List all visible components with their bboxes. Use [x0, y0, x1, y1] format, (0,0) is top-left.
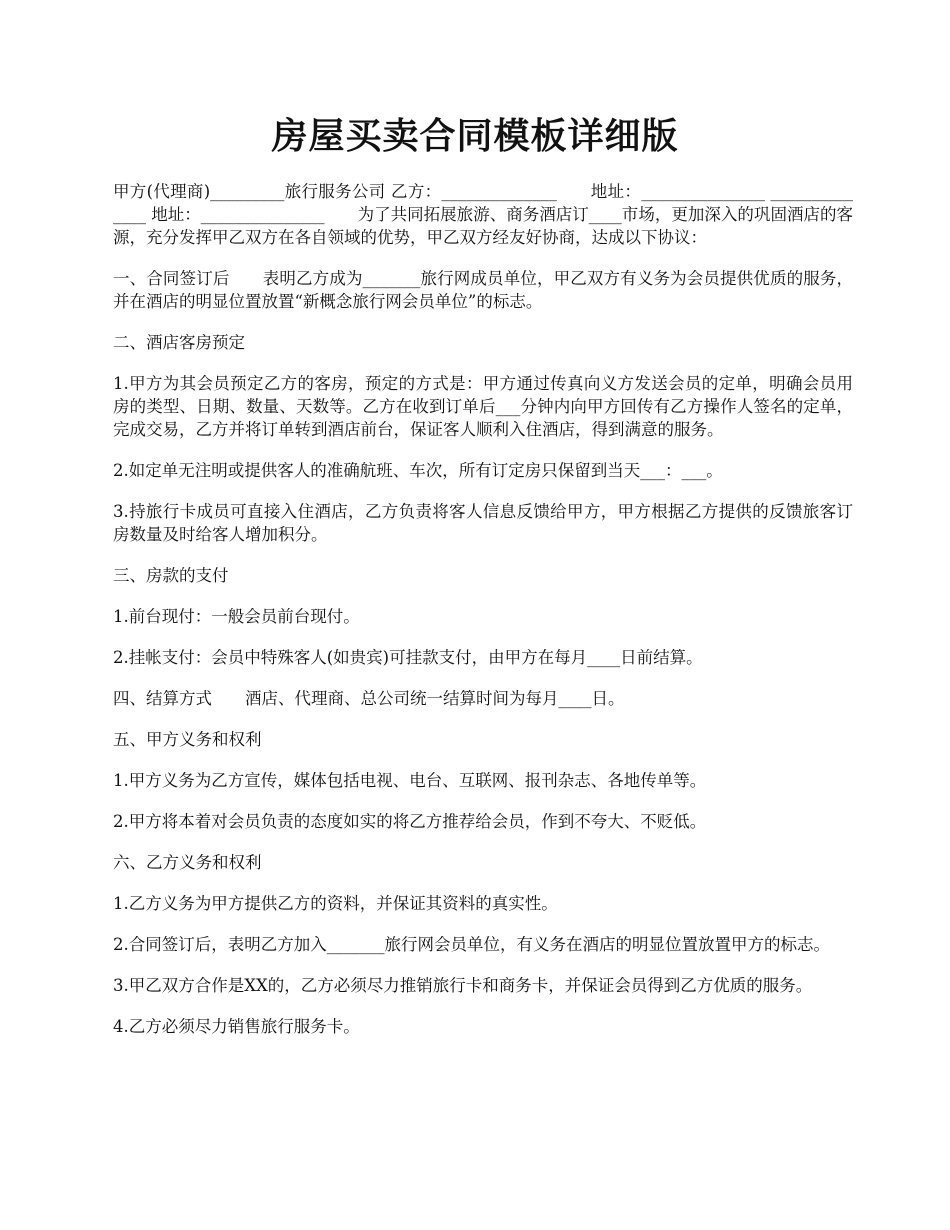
paragraph-6-2: 2.合同签订后，表明乙方加入_______旅行网会员单位，有义务在酒店的明显位置放置甲方的标志。 — [113, 935, 830, 954]
paragraph-6-4: 4.乙方必须尽力销售旅行服务卡。 — [113, 1017, 360, 1036]
paragraph-6-1: 1.乙方义务为甲方提供乙方的资料，并保证其资料的真实性。 — [113, 894, 558, 913]
section-heading-6: 六、乙方义务和权利 — [113, 853, 262, 872]
section-heading-2: 二、酒店客房预定 — [113, 333, 245, 352]
section-heading-3: 三、房款的支付 — [113, 566, 229, 585]
paragraph-parties: 甲方(代理商)_________旅行服务公司 乙方：______________ 地址：_______________ ______________ 地址：_______________ 为了共同拓展旅游、商务酒店订____市场，更加深入的巩固酒店的客源，充分发挥甲乙双方在各自领域的优势，甲乙双方经友好协商，达成以下协议： — [113, 182, 853, 247]
paragraph-6-3: 3.甲乙双方合作是XX的，乙方必须尽力推销旅行卡和商务卡，并保证会员得到乙方优质的服务。 — [113, 976, 813, 995]
section-heading-4: 四、结算方式 酒店、代理商、总公司统一结算时间为每月____日。 — [113, 689, 625, 708]
document-body — [113, 180, 853, 1056]
paragraph-2-2: 2.如定单无注明或提供客人的准确航班、车次，所有订定房只保留到当天___：___。 — [113, 461, 723, 480]
section-heading-5: 五、甲方义务和权利 — [113, 730, 262, 749]
paragraph-clause-1: 一、合同签订后 表明乙方成为_______旅行网成员单位，甲乙双方有义务为会员提供优质的服务，并在酒店的明显位置放置“新概念旅行网会员单位”的标志。 — [113, 269, 853, 311]
paragraph-5-1: 1.甲方义务为乙方宣传，媒体包括电视、电台、互联网、报刊杂志、各地传单等。 — [113, 771, 707, 790]
paragraph-3-1: 1.前台现付：一般会员前台现付。 — [113, 607, 360, 626]
paragraph-5-2: 2.甲方将本着对会员负责的态度如实的将乙方推荐给会员，作到不夸大、不贬低。 — [113, 812, 707, 831]
paragraph-2-3: 3.持旅行卡成员可直接入住酒店，乙方负责将客人信息反馈给甲方，甲方根据乙方提供的反馈旅客订房数量及时给客人增加积分。 — [113, 502, 853, 544]
paragraph-2-1: 1.甲方为其会员预定乙方的客房，预定的方式是：甲方通过传真向义方发送会员的定单，明确会员用房的类型、日期、数量、天数等。乙方在收到订单后___分钟内向甲方回传有乙方操作人签名的定单，完成交易，乙方并将订单转到酒店前台，保证客人顺利入住酒店，得到满意的服务。 — [113, 374, 853, 439]
document-title: 房屋买卖合同模板详细版 — [271, 115, 679, 157]
paragraph-3-2: 2.挂帐支付：会员中特殊客人(如贵宾)可挂款支付，由甲方在每月____日前结算。 — [113, 648, 703, 667]
